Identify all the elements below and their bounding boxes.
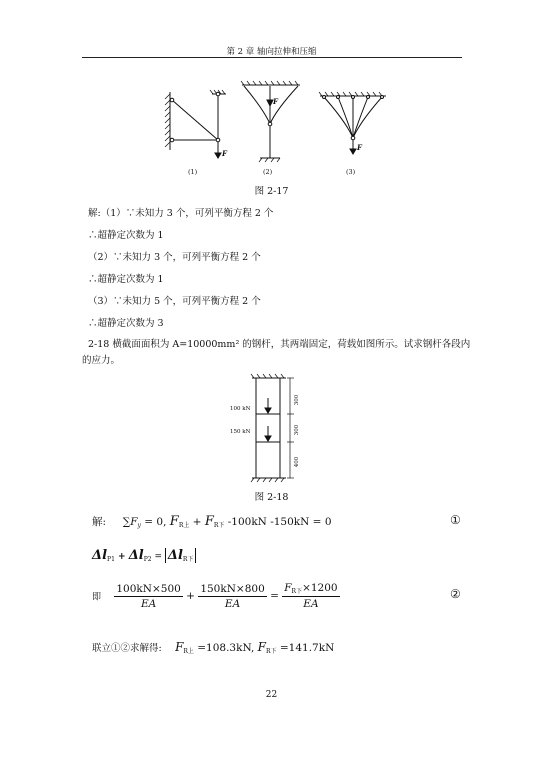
figure-2-17 [160,80,390,180]
equation-1-marker: ① [450,513,461,527]
svg-text:F: F [357,143,362,152]
sub-label-3: (3) [346,168,356,176]
solution-line-3: （2）∵未知力 3 个，可列平衡方程 2 个 [88,252,261,263]
figure-2-18 [228,372,318,484]
solution-line-1: 解:（1）∵未知力 3 个，可列平衡方程 2 个 [88,208,274,219]
sub-label-1: (1) [188,168,198,176]
equation-3-marker: ② [450,587,461,601]
equation-1: 解: $\sum F_y = 0$, $F_{R上} + F_{R下}$ -100kN -150kN = 0 [92,514,332,529]
solution-line-6: ∴超静定次数为 3 [88,318,164,329]
solution-line-4: ∴超静定次数为 1 [88,274,164,285]
problem-2-18-line-2: 的应力。 [82,355,121,366]
dim-bottom-label: 400 [294,456,300,468]
sub-label-2: (2) [263,168,273,176]
load-150kn-label: 150 kN [230,429,251,435]
dim-top-label: 300 [294,394,300,406]
solution-line-5: （3）∵未知力 5 个，可列平衡方程 2 个 [88,296,261,307]
dim-mid-label: 300 [294,424,300,436]
problem-2-18-line-1: 2-18 横截面面积为 A=10000mm² 的钢杆，其两端固定，荷载如图所示。试求钢杆各段内 [88,339,471,350]
header-rule [82,57,462,58]
equation-2: $\Delta l_{P1} + \Delta l_{P2} = \Delta l_{R下}$ [92,548,196,563]
chapter-header: 第 2 章 轴向拉伸和压缩 [226,47,317,57]
solution-line-2: ∴超静定次数为 1 [88,230,164,241]
result-line: 联立①②求解得: $F_{R上} =108.3kN$, $F_{R下} =141.7kN$ [92,640,335,655]
figure-2-18-caption: 图 2-18 [254,492,289,503]
figure-2-17-caption: 图 2-17 [254,186,289,197]
load-100kn-label: 100 kN [230,406,251,412]
equation-3: 即 $\frac{100kN\times 500}{EA}$ + $\frac{150kN\times 800}{EA}$ = $\frac{F_{R下}\times 1200}{EA}$ [92,582,338,610]
page-number: 22 [265,690,278,700]
svg-text:F: F [273,97,278,106]
svg-text:F: F [222,149,227,158]
